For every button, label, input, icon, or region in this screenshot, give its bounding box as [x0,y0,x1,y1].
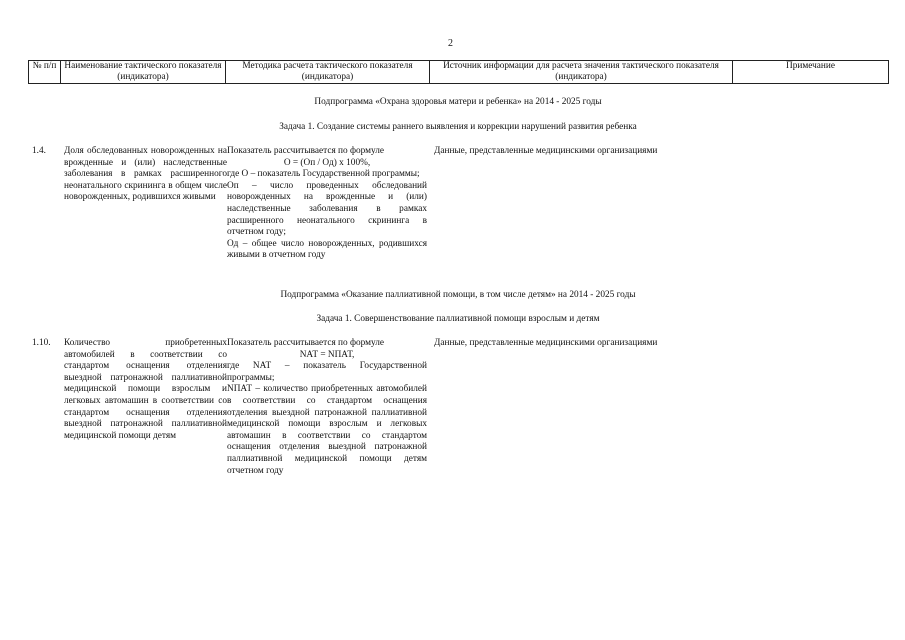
indicator-name: Доля обследованных новорожденных на врожденные и (или) наследственные заболевания в рамках расширенного неонатального скрининга в общем числе новорожденных, родившихся живыми [64,146,227,203]
header-calculation-method: Методика расчета тактического показателя (индикатора) [226,61,430,84]
subprogram-title: Подпрограмма «Охрана здоровья матери и ребенка» на 2014 - 2025 годы [314,97,602,107]
page-number: 2 [448,38,453,49]
row-number: 1.10. [32,338,51,348]
header-number: № п/п [29,61,61,84]
method-line: NПАТ – количество приобретенных автомобилей в соответствии со стандартом оснащения отделения выездной патронажной паллиативной медицинской помощи взрослым и легковых автомашин в соответствии со стандартом оснащения отделения выездной патронажной паллиативной медицинской помощи детям отчетном году [227,384,427,476]
method-intro: Показатель рассчитывается по формуле [227,146,385,156]
calculation-method [227,338,427,477]
formula: О = (Оп / Од) х 100%, [283,157,371,168]
header-indicator-name: Наименование тактического показателя (индикатора) [61,61,226,84]
method-line: Оп – число проведенных обследований новорожденных на врожденные и (или) наследственные заболевания в рамках расширенного неонатального скрининга в отчетном году; [227,180,427,238]
information-source: Данные, представленные медицинскими организациями [434,146,658,156]
task-title: Задача 1. Совершенствование паллиативной помощи взрослым и детям [316,314,600,324]
task-title: Задача 1. Создание системы раннего выявления и коррекции нарушений развития ребенка [279,122,637,132]
information-source: Данные, представленные медицинскими организациями [434,338,658,348]
header-note: Примечание [733,61,889,84]
formula: NАТ = NПАТ, [299,349,355,360]
method-line: где О – показатель Государственной программы; [227,169,420,180]
header-information-source: Источник информации для расчета значения тактического показателя (индикатора) [430,61,733,84]
method-line: Од – общее число новорожденных, родившихся живыми в отчетном году [227,238,427,261]
indicator-name: Количество приобретенных автомобилей в соответствии со стандартом оснащения отделения выездной патронажной паллиативной медицинской помощи взрослым и легковых автомашин в соответствии со стандартом оснащения отделения выездной патронажной паллиативной медицинской помощи детям [64,338,227,441]
method-intro: Показатель рассчитывается по формуле [227,338,385,348]
subprogram-title: Подпрограмма «Оказание паллиативной помощи, в том числе детям» на 2014 - 2025 годы [280,290,636,300]
row-number: 1.4. [32,146,46,156]
table-header [28,60,889,84]
method-line: где NАТ – показатель Государственной программы; [227,361,427,383]
calculation-method [227,146,427,262]
